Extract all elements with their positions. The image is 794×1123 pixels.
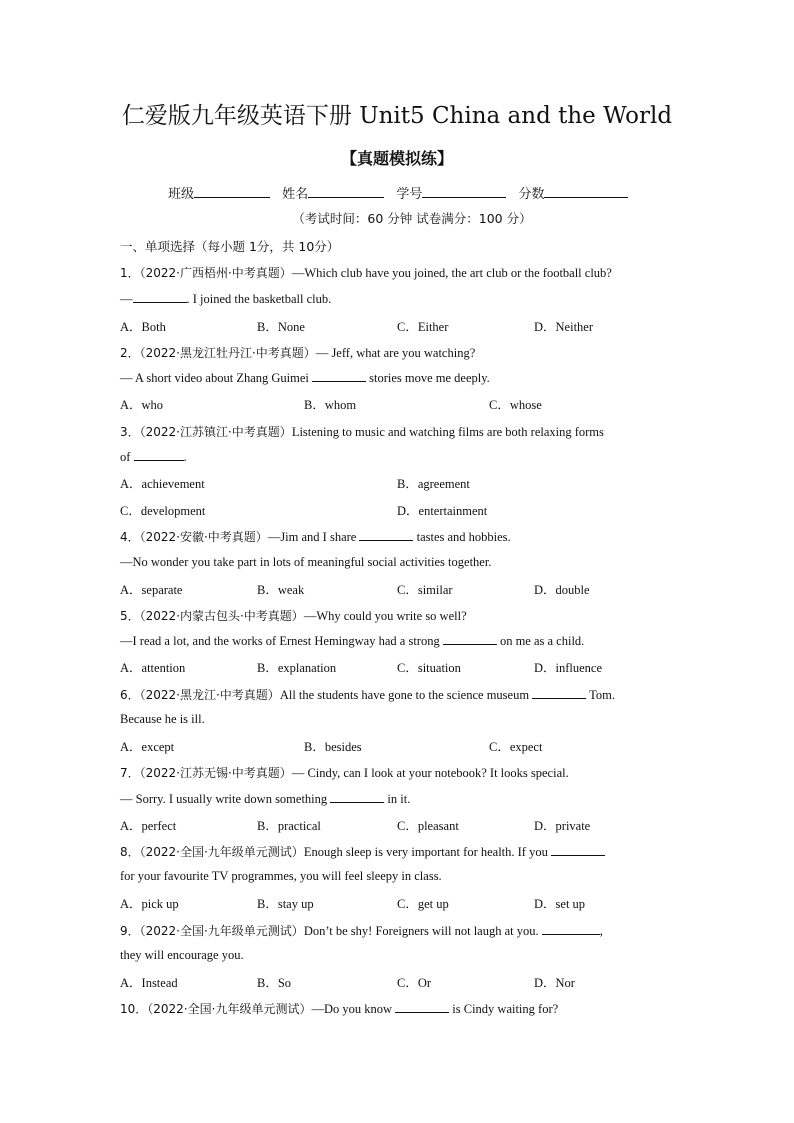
q4-option-d: D．double (534, 583, 590, 597)
question-source: 9．（2022·全国·九年级单元测试） (120, 924, 304, 938)
section-heading: 一、单项选择（每小题 1分，共 10分） (120, 239, 340, 254)
answer-blank (330, 791, 384, 803)
question-text: —Do you know (311, 1002, 396, 1016)
class-blank (194, 184, 270, 198)
q5-option-c: C．situation (397, 661, 461, 675)
answer-blank (551, 844, 605, 856)
time-info: （考试时间：60 分钟 试卷满分：100 分） (292, 211, 532, 226)
question-text: Enough sleep is very important for health. If you (303, 845, 551, 859)
student-info-row (168, 183, 636, 202)
q2-option-c: C．whose (489, 398, 542, 412)
q8-option-c: C．get up (397, 897, 449, 911)
q6-option-a: A．except (120, 740, 175, 754)
q5-option-d: D．influence (534, 661, 603, 675)
q4-option-c: C．similar (397, 583, 453, 597)
q4-option-a: A．separate (120, 583, 183, 597)
question-text: — Jeff, what are you watching? (315, 346, 476, 360)
document-subtitle: 【真题模拟练】 (340, 149, 453, 168)
name-blank (308, 184, 384, 198)
answer-blank (395, 1001, 449, 1013)
question-source: 6．（2022·黑龙江·中考真题） (120, 688, 280, 702)
name-label: 姓名 (282, 187, 309, 202)
question-4-line-2: —No wonder you take part in lots of meaningful social activities together. (120, 555, 492, 569)
question-8 (120, 843, 605, 860)
question-text: Don’t be shy! Foreigners will not laugh at you. (303, 924, 542, 938)
answer-blank (359, 529, 413, 541)
q3-option-d: D．entertainment (397, 504, 488, 518)
q9-option-d: D．Nor (534, 976, 575, 990)
question-4: 4．（2022·安徽·中考真题）—Jim and I share tastes and hobbies. (120, 530, 511, 544)
q9-option-a: A．Instead (120, 976, 178, 990)
q7-option-d: D．private (534, 819, 591, 833)
question-10: 10．（2022·全国·九年级单元测试）—Do you know is Cindy waiting for? (120, 1002, 559, 1016)
question-source: 3．（2022·江苏镇江·中考真题） (120, 425, 292, 439)
q3-option-a: A．achievement (120, 477, 205, 491)
question-6-line-2: Because he is ill. (120, 712, 205, 726)
question-source: 4．（2022·安徽·中考真题） (120, 530, 268, 544)
student-number-label: 学号 (396, 187, 423, 202)
answer-blank (443, 633, 497, 645)
question-text: — Cindy, can I look at your notebook? It looks special. (291, 766, 569, 780)
question-source: 7．（2022·江苏无锡·中考真题） (120, 766, 292, 780)
question-1-line-2: — . I joined the basketball club. (120, 292, 332, 306)
question-7 (120, 764, 569, 781)
q6-option-c: C．expect (489, 740, 543, 754)
question-3-line-2: of . (120, 450, 187, 464)
q9-option-c: C．Or (397, 976, 432, 990)
question-3 (120, 423, 604, 440)
score-label: 分数 (518, 187, 545, 202)
q7-option-a: A．perfect (120, 819, 177, 833)
question-1 (120, 264, 612, 281)
q1-option-d: D．Neither (534, 320, 594, 334)
q3-option-c: C．development (120, 504, 206, 518)
question-source: 2．（2022·黑龙江牡丹江·中考真题） (120, 346, 316, 360)
q1-option-c: C．Either (397, 320, 449, 334)
question-source: 10．（2022·全国·九年级单元测试） (120, 1002, 312, 1016)
question-9: 9．（2022·全国·九年级单元测试）Don’t be shy! Foreigners will not laugh at you. , (120, 924, 603, 938)
student-number-blank (422, 184, 506, 198)
question-2-line-2: — A short video about Zhang Guimei stories move me deeply. (120, 371, 490, 385)
question-5-line-2: —I read a lot, and the works of Ernest Hemingway had a strong on me as a child. (120, 634, 585, 648)
question-5 (120, 607, 467, 624)
class-label: 班级 (168, 187, 195, 202)
question-text: —Which club have you joined, the art club or the football club? (291, 266, 612, 280)
q4-option-b: B．weak (257, 583, 305, 597)
question-2 (120, 344, 475, 361)
q8-option-b: B．stay up (257, 897, 314, 911)
q2-option-b: B．whom (304, 398, 357, 412)
score-blank (544, 184, 628, 198)
question-7-line-2: — Sorry. I usually write down something in it. (120, 792, 411, 806)
question-text: All the students have gone to the science museum (279, 688, 533, 702)
q5-option-b: B．explanation (257, 661, 337, 675)
q8-option-d: D．set up (534, 897, 586, 911)
q1-option-a: A．Both (120, 320, 166, 334)
answer-blank (312, 370, 366, 382)
q3-option-b: B．agreement (397, 477, 470, 491)
question-source: 1．（2022·广西梧州·中考真题） (120, 266, 292, 280)
q2-option-a: A．who (120, 398, 164, 412)
q7-option-c: C．pleasant (397, 819, 459, 833)
question-6: 6．（2022·黑龙江·中考真题）All the students have gone to the science museum Tom. (120, 688, 615, 702)
question-text: Listening to music and watching films are both relaxing forms (291, 425, 604, 439)
question-9-line-2: they will encourage you. (120, 948, 244, 962)
answer-blank (133, 291, 187, 303)
question-source: 8．（2022·全国·九年级单元测试） (120, 845, 304, 859)
answer-blank (532, 687, 586, 699)
q5-option-a: A．attention (120, 661, 186, 675)
answer-blank (542, 923, 600, 935)
answer-blank (134, 449, 184, 461)
q1-option-b: B．None (257, 320, 305, 334)
q9-option-b: B．So (257, 976, 292, 990)
question-8-line-2: for your favourite TV programmes, you will feel sleepy in class. (120, 869, 442, 883)
document-title: 仁爱版九年级英语下册 Unit5 China and the World (121, 103, 673, 129)
question-source: 5．（2022·内蒙古包头·中考真题） (120, 609, 304, 623)
q6-option-b: B．besides (304, 740, 362, 754)
question-text: —Why could you write so well? (303, 609, 467, 623)
question-text: —Jim and I share (267, 530, 360, 544)
q8-option-a: A．pick up (120, 897, 179, 911)
q7-option-b: B．practical (257, 819, 321, 833)
